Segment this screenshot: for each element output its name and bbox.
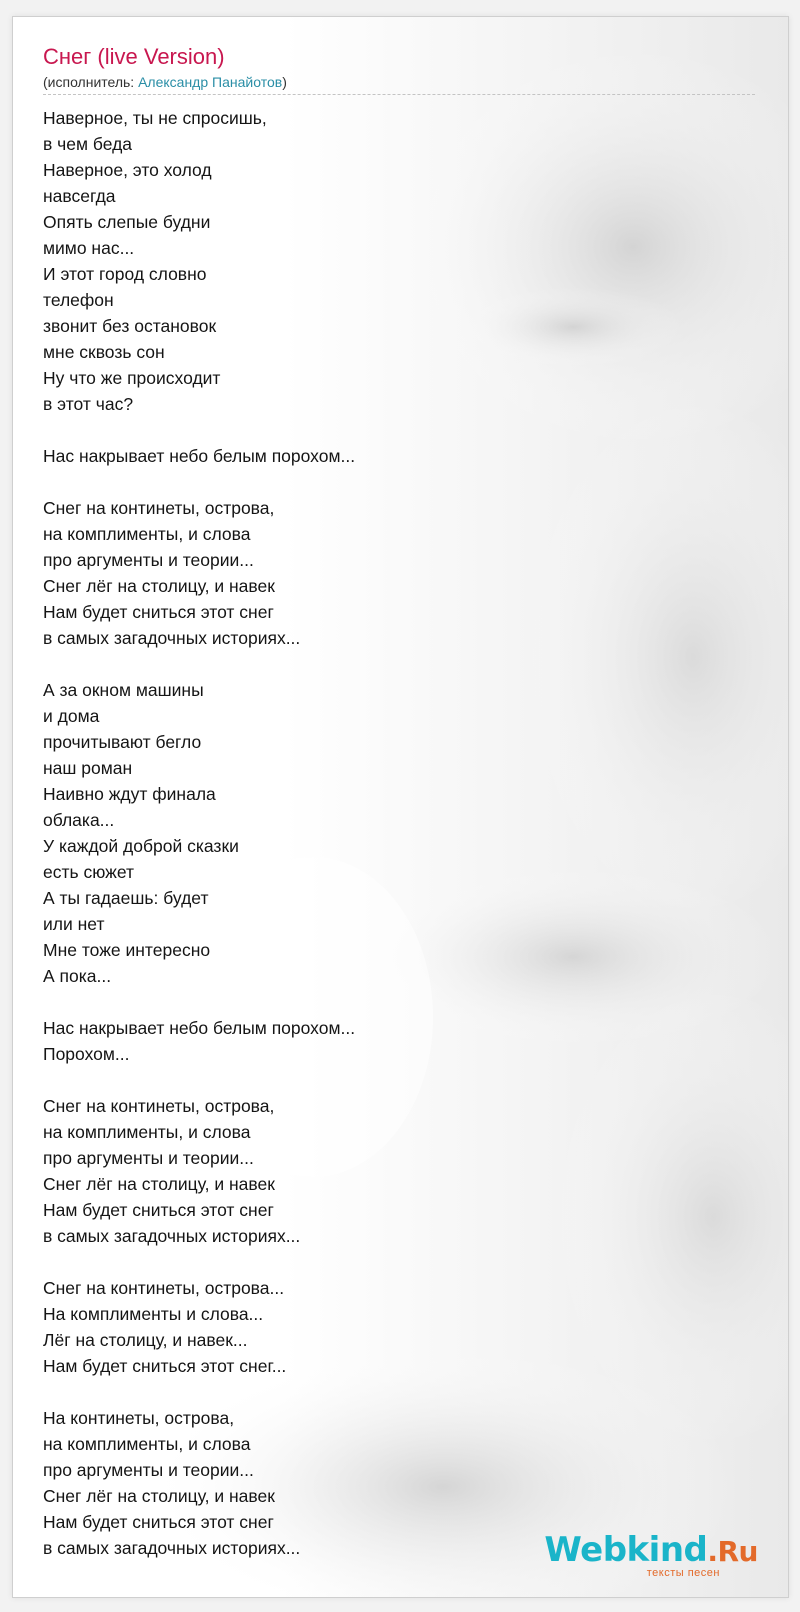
- artist-link[interactable]: Александр Панайотов: [138, 74, 283, 90]
- lyric-line: и дома: [43, 706, 100, 726]
- lyrics-card: [12, 16, 789, 1598]
- lyric-line: про аргументы и теории...: [43, 1148, 254, 1168]
- lyric-line: или нет: [43, 914, 105, 934]
- lyric-line: в самых загадочных историях...: [43, 1538, 301, 1558]
- stanza-gap: [43, 1067, 788, 1093]
- lyric-line: А пока...: [43, 966, 112, 986]
- lyric-line: Нам будет сниться этот снег...: [43, 1356, 287, 1376]
- logo-domain-suffix: .Ru: [707, 1535, 758, 1568]
- lyric-line: есть сюжет: [43, 862, 135, 882]
- lyric-line: про аргументы и теории...: [43, 1460, 254, 1480]
- lyric-line: наш роман: [43, 758, 133, 778]
- lyric-line: Наверное, это холод: [43, 160, 212, 180]
- lyric-line: Ну что же происходит: [43, 368, 221, 388]
- lyric-line: Лёг на столицу, и навек...: [43, 1330, 248, 1350]
- lyric-line: И этот город словно: [43, 264, 207, 284]
- stanza-gap: [43, 417, 788, 443]
- stanza-gap: [43, 1379, 788, 1405]
- lyric-line: мне сквозь сон: [43, 342, 165, 362]
- lyric-line: Нас накрывает небо белым порохом...: [43, 1018, 356, 1038]
- lyric-line: Наивно ждут финала: [43, 784, 216, 804]
- lyric-line: Опять слепые будни: [43, 212, 211, 232]
- lyric-line: на комплименты, и слова: [43, 524, 251, 544]
- lyric-line: Снег лёг на столицу, и навек: [43, 1174, 275, 1194]
- site-logo[interactable]: [544, 1532, 758, 1579]
- lyric-line: Нам будет сниться этот снег: [43, 1200, 274, 1220]
- lyric-line: Снег на континеты, острова,: [43, 498, 275, 518]
- lyric-line: Снег на континеты, острова...: [43, 1278, 285, 1298]
- song-title: Снег (live Version): [43, 44, 225, 69]
- lyric-line: прочитывают бегло: [43, 732, 202, 752]
- lyric-line: Порохом...: [43, 1044, 130, 1064]
- lyric-line: в чем беда: [43, 134, 133, 154]
- lyric-line: в самых загадочных историях...: [43, 1226, 301, 1246]
- stanza-gap: [43, 1249, 788, 1275]
- lyric-line: на комплименты, и слова: [43, 1122, 251, 1142]
- lyric-line: На комплименты и слова...: [43, 1304, 264, 1324]
- lyrics-text: [43, 105, 788, 1561]
- lyric-line: облака...: [43, 810, 115, 830]
- lyric-line: Нас накрывает небо белым порохом...: [43, 446, 356, 466]
- lyric-line: Наверное, ты не спросишь,: [43, 108, 267, 128]
- artist-suffix: ): [282, 74, 287, 90]
- lyric-line: про аргументы и теории...: [43, 550, 254, 570]
- lyric-line: звонит без остановок: [43, 316, 217, 336]
- lyric-line: Нам будет сниться этот снег: [43, 602, 274, 622]
- lyric-line: У каждой доброй сказки: [43, 836, 239, 856]
- lyric-line: навсегда: [43, 186, 116, 206]
- lyric-line: А за окном машины: [43, 680, 204, 700]
- lyric-line: Снег лёг на столицу, и навек: [43, 1486, 275, 1506]
- lyric-line: На континеты, острова,: [43, 1408, 235, 1428]
- lyric-line: Нам будет сниться этот снег: [43, 1512, 274, 1532]
- lyric-line: Мне тоже интересно: [43, 940, 211, 960]
- stanza-gap: [43, 989, 788, 1015]
- title-divider: [43, 94, 755, 95]
- stanza-gap: [43, 469, 788, 495]
- stanza-gap: [43, 651, 788, 677]
- lyric-line: Снег на континеты, острова,: [43, 1096, 275, 1116]
- lyric-line: на комплименты, и слова: [43, 1434, 251, 1454]
- logo-tagline: тексты песен: [646, 1567, 720, 1579]
- lyric-line: мимо нас...: [43, 238, 135, 258]
- lyric-line: А ты гадаешь: будет: [43, 888, 209, 908]
- lyric-line: в самых загадочных историях...: [43, 628, 301, 648]
- logo-wordmark: [544, 1532, 758, 1570]
- artist-prefix: (исполнитель:: [43, 74, 139, 90]
- lyrics-content: [13, 17, 788, 1561]
- lyric-line: в этот час?: [43, 394, 134, 414]
- artist-line: [43, 73, 788, 91]
- logo-main-text: Webkind: [544, 1530, 708, 1570]
- lyric-line: Снег лёг на столицу, и навек: [43, 576, 275, 596]
- lyric-line: телефон: [43, 290, 114, 310]
